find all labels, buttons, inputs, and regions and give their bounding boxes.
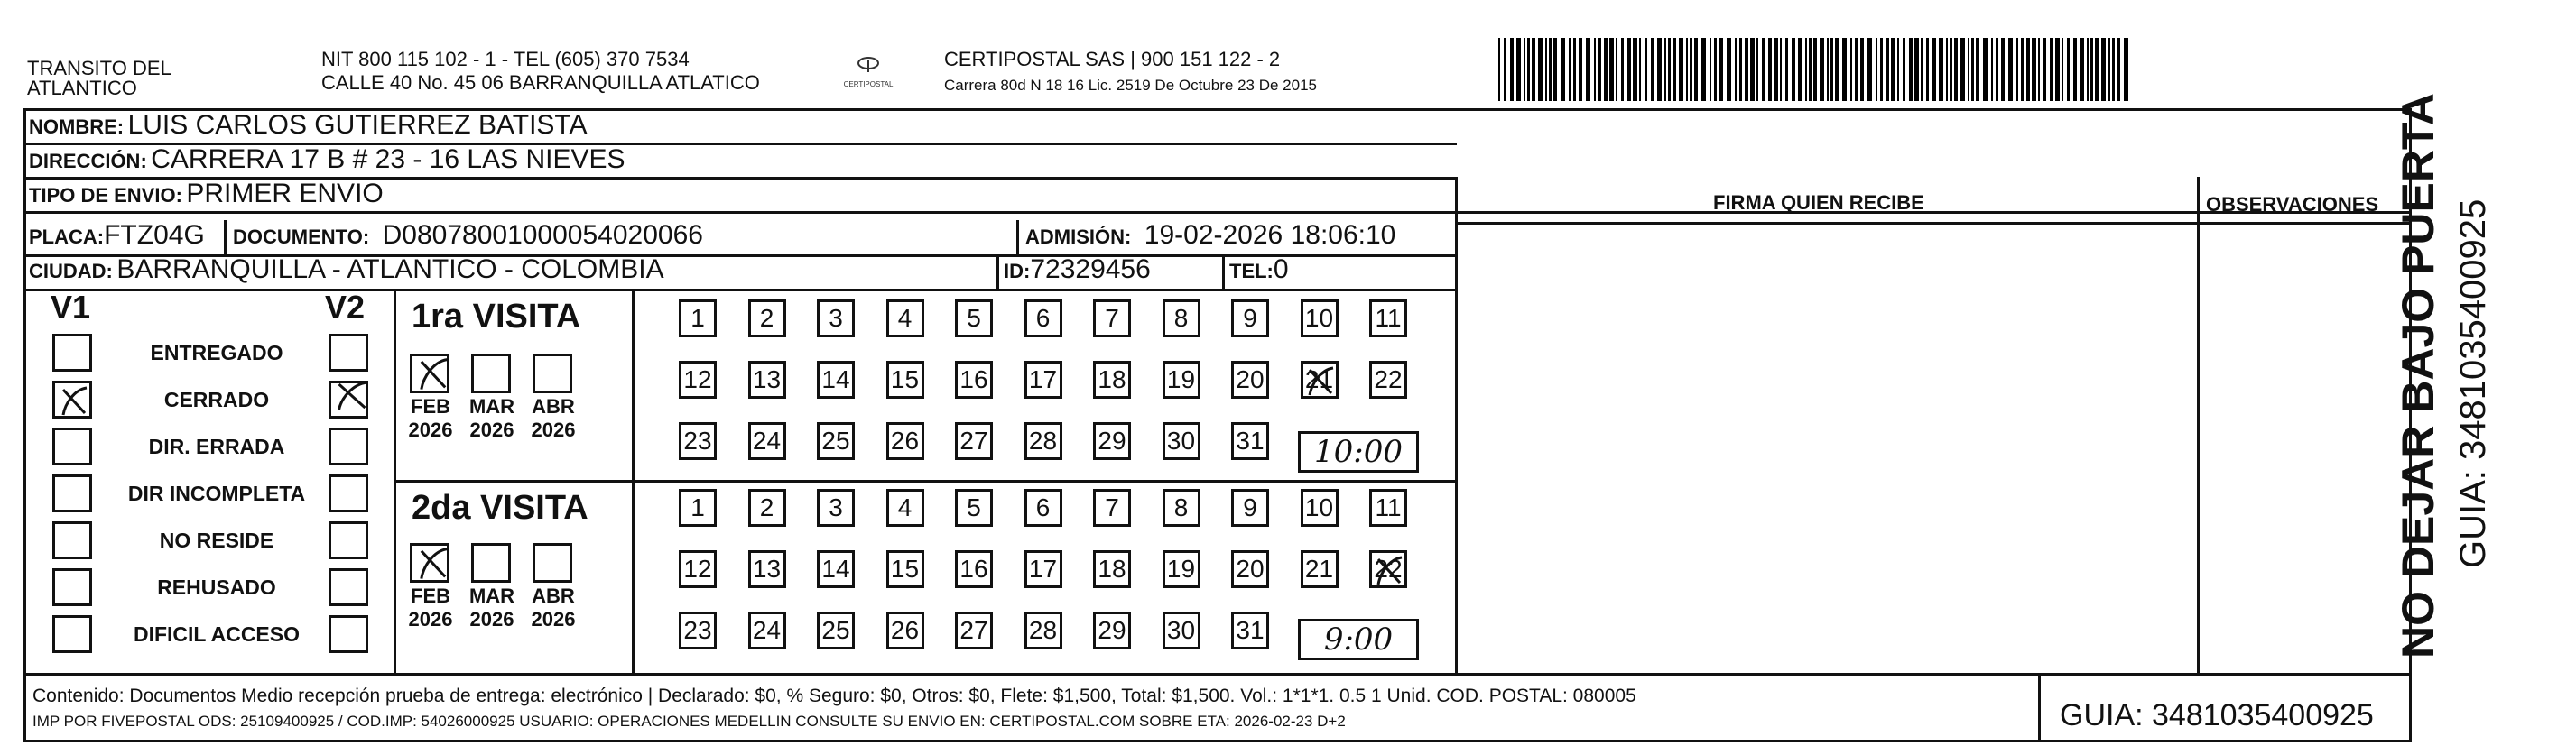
v2-checkbox[interactable] <box>329 428 368 465</box>
v2-checkbox[interactable] <box>329 568 368 606</box>
direccion-row <box>29 144 625 180</box>
side-guia: GUIA: 3481035400925 <box>2453 198 2493 568</box>
month-checkbox[interactable] <box>410 354 449 393</box>
day-box[interactable]: 13 <box>748 550 786 588</box>
v1-header: V1 <box>51 289 91 326</box>
documento-row <box>233 220 703 255</box>
month-year: 2026 <box>469 608 514 631</box>
day-box[interactable]: 30 <box>1163 612 1200 649</box>
day-box[interactable]: 14 <box>817 361 855 399</box>
v1-checkbox[interactable] <box>52 521 92 559</box>
direccion-label: DIRECCIÓN: <box>29 150 147 172</box>
tel-value: 0 <box>1273 254 1289 284</box>
svg-text:CERTIPOSTAL: CERTIPOSTAL <box>843 80 894 88</box>
day-box[interactable]: 19 <box>1163 550 1200 588</box>
day-box[interactable]: 4 <box>886 299 924 337</box>
status-label: DIR INCOMPLETA <box>127 482 306 505</box>
month-label: MAR <box>468 585 515 607</box>
visit2-title: 2da VISITA <box>412 489 588 527</box>
courier-name: CERTIPOSTAL SAS | 900 151 122 - 2 <box>944 48 1281 70</box>
v2-checkbox[interactable] <box>329 474 368 512</box>
id-label: ID: <box>1004 260 1031 282</box>
day-box[interactable]: 22 <box>1369 550 1407 588</box>
day-box[interactable]: 5 <box>955 489 993 527</box>
placa-value: FTZ04G <box>104 220 205 250</box>
nombre-label: NOMBRE: <box>29 115 125 138</box>
day-box[interactable]: 17 <box>1024 361 1062 399</box>
month-label: ABR <box>532 395 575 418</box>
day-box[interactable]: 31 <box>1231 612 1269 649</box>
ciudad-row <box>29 254 664 290</box>
day-box[interactable]: 21 <box>1301 550 1339 588</box>
day-box[interactable]: 18 <box>1093 550 1131 588</box>
day-box[interactable]: 2 <box>748 299 786 337</box>
observations-area[interactable] <box>2201 226 2410 671</box>
tel-label: TEL: <box>1229 260 1274 282</box>
day-box[interactable]: 8 <box>1163 299 1200 337</box>
day-box[interactable]: 31 <box>1231 422 1269 460</box>
day-box[interactable]: 29 <box>1093 612 1131 649</box>
placa-row <box>29 220 205 255</box>
day-box[interactable]: 20 <box>1231 361 1269 399</box>
day-box[interactable]: 12 <box>679 361 717 399</box>
day-box[interactable]: 24 <box>748 612 786 649</box>
day-box[interactable]: 15 <box>886 550 924 588</box>
visit1-time[interactable]: 10:00 <box>1298 431 1419 473</box>
day-box[interactable]: 3 <box>817 299 855 337</box>
day-box[interactable]: 16 <box>955 550 993 588</box>
day-box[interactable]: 23 <box>679 422 717 460</box>
tipo-envio-label: TIPO DE ENVIO: <box>29 184 182 207</box>
nombre-row <box>29 110 588 145</box>
id-row <box>1004 254 1151 290</box>
day-box[interactable]: 14 <box>817 550 855 588</box>
v2-checkbox[interactable] <box>329 381 368 419</box>
month-label: FEB <box>411 395 450 418</box>
day-box[interactable]: 2 <box>748 489 786 527</box>
v2-checkbox[interactable] <box>329 521 368 559</box>
day-box[interactable]: 20 <box>1231 550 1269 588</box>
month-year: 2026 <box>408 419 453 441</box>
status-label: NO RESIDE <box>159 529 274 552</box>
ciudad-label: CIUDAD: <box>29 260 113 282</box>
tipo-envio-value: PRIMER ENVIO <box>186 179 384 208</box>
month-checkbox[interactable] <box>471 354 511 393</box>
day-box[interactable]: 28 <box>1024 422 1062 460</box>
v1-checkbox[interactable] <box>52 334 92 372</box>
month-label: MAR <box>468 395 515 418</box>
id-value: 72329456 <box>1030 254 1151 284</box>
certipostal-logo <box>834 51 903 96</box>
day-box[interactable]: 22 <box>1369 361 1407 399</box>
day-box[interactable]: 3 <box>817 489 855 527</box>
day-box[interactable]: 7 <box>1093 489 1131 527</box>
direccion-value: CARRERA 17 B # 23 - 16 LAS NIEVES <box>151 144 625 174</box>
day-box[interactable]: 27 <box>955 422 993 460</box>
company-name-line2: ATLANTICO <box>27 77 137 99</box>
day-box[interactable]: 19 <box>1163 361 1200 399</box>
firma-header: FIRMA QUIEN RECIBE <box>1713 191 1924 214</box>
documento-value: D08078001000054020066 <box>382 220 703 250</box>
footer-guia: GUIA: 3481035400925 <box>2060 698 2374 732</box>
admision-label: ADMISIÓN: <box>1025 226 1132 248</box>
month-checkbox[interactable] <box>533 543 572 583</box>
v2-header: V2 <box>325 289 366 326</box>
day-box[interactable]: 1 <box>679 299 717 337</box>
day-box[interactable]: 24 <box>748 422 786 460</box>
day-box[interactable]: 10 <box>1301 299 1339 337</box>
signature-area[interactable] <box>1459 226 2195 671</box>
month-label: ABR <box>532 585 575 607</box>
day-box[interactable]: 26 <box>886 612 924 649</box>
month-year: 2026 <box>408 608 453 631</box>
observaciones-header: OBSERVACIONES <box>2206 193 2379 216</box>
nombre-value: LUIS CARLOS GUTIERREZ BATISTA <box>127 110 588 140</box>
day-box[interactable]: 4 <box>886 489 924 527</box>
day-box[interactable]: 29 <box>1093 422 1131 460</box>
day-box[interactable]: 7 <box>1093 299 1131 337</box>
day-box[interactable]: 15 <box>886 361 924 399</box>
v1-checkbox[interactable] <box>52 474 92 512</box>
month-year: 2026 <box>531 608 576 631</box>
month-year: 2026 <box>531 419 576 441</box>
day-box[interactable]: 1 <box>679 489 717 527</box>
day-box[interactable]: 11 <box>1369 299 1407 337</box>
day-box[interactable]: 18 <box>1093 361 1131 399</box>
visit2-time[interactable]: 9:00 <box>1298 619 1419 660</box>
status-label: REHUSADO <box>157 575 276 599</box>
admision-value: 19-02-2026 18:06:10 <box>1144 220 1396 250</box>
day-box[interactable]: 26 <box>886 422 924 460</box>
day-box[interactable]: 9 <box>1231 489 1269 527</box>
month-checkbox[interactable] <box>471 543 511 583</box>
tel-row <box>1229 254 1289 290</box>
footer-contenido: Contenido: Documentos Medio recepción prueba de entrega: electrónico | Declarado: $0, % Seguro: $0, Otros: $0, Flete: $1,500, Total: $1,500. Vol.: 1*1*1. 0.5 1 Unid. COD. POSTAL: 080005 <box>32 686 1636 706</box>
day-box[interactable]: 27 <box>955 612 993 649</box>
status-label: ENTREGADO <box>150 341 283 364</box>
barcode <box>1498 38 2130 101</box>
day-box[interactable]: 23 <box>679 612 717 649</box>
day-box[interactable]: 21 <box>1301 361 1339 399</box>
month-checkbox[interactable] <box>533 354 572 393</box>
company-nit: NIT 800 115 102 - 1 - TEL (605) 370 7534 <box>321 48 690 70</box>
day-box[interactable]: 8 <box>1163 489 1200 527</box>
placa-label: PLACA: <box>29 226 105 248</box>
month-label: FEB <box>411 585 450 607</box>
day-box[interactable]: 12 <box>679 550 717 588</box>
courier-license: Carrera 80d N 18 16 Lic. 2519 De Octubre 23 De 2015 <box>944 77 1317 94</box>
ciudad-value: BARRANQUILLA - ATLANTICO - COLOMBIA <box>116 254 664 284</box>
v1-checkbox[interactable] <box>52 428 92 465</box>
day-box[interactable]: 5 <box>955 299 993 337</box>
day-box[interactable]: 16 <box>955 361 993 399</box>
side-notice: NO DEJAR BAJO PUERTA <box>2393 93 2443 658</box>
company-address: CALLE 40 No. 45 06 BARRANQUILLA ATLATICO <box>321 71 760 94</box>
tipo-envio-row <box>29 179 384 214</box>
footer-imp: IMP POR FIVEPOSTAL ODS: 25109400925 / COD.IMP: 54026000925 USUARIO: OPERACIONES MEDELLIN CONSULTE SU ENVIO EN: CERTIPOSTAL.COM SOBRE ETA: 2026-02-23 D+2 <box>32 713 1346 730</box>
day-box[interactable]: 30 <box>1163 422 1200 460</box>
status-label: DIFICIL ACCESO <box>133 622 300 646</box>
day-box[interactable]: 25 <box>817 422 855 460</box>
day-box[interactable]: 25 <box>817 612 855 649</box>
documento-label: DOCUMENTO: <box>233 226 370 248</box>
month-checkbox[interactable] <box>410 543 449 583</box>
v2-checkbox[interactable] <box>329 615 368 653</box>
status-label: CERRADO <box>163 388 270 411</box>
company-name-line1: TRANSITO DEL <box>27 57 171 79</box>
day-box[interactable]: 10 <box>1301 489 1339 527</box>
day-box[interactable]: 13 <box>748 361 786 399</box>
v1-checkbox[interactable] <box>52 568 92 606</box>
visit1-title: 1ra VISITA <box>412 298 581 336</box>
day-box[interactable]: 17 <box>1024 550 1062 588</box>
v1-checkbox[interactable] <box>52 381 92 419</box>
admision-row <box>1025 220 1395 255</box>
day-box[interactable]: 9 <box>1231 299 1269 337</box>
status-label: DIR. ERRADA <box>148 435 285 458</box>
v2-checkbox[interactable] <box>329 334 368 372</box>
month-year: 2026 <box>469 419 514 441</box>
v1-checkbox[interactable] <box>52 615 92 653</box>
day-box[interactable]: 11 <box>1369 489 1407 527</box>
day-box[interactable]: 28 <box>1024 612 1062 649</box>
day-box[interactable]: 6 <box>1024 299 1062 337</box>
day-box[interactable]: 6 <box>1024 489 1062 527</box>
